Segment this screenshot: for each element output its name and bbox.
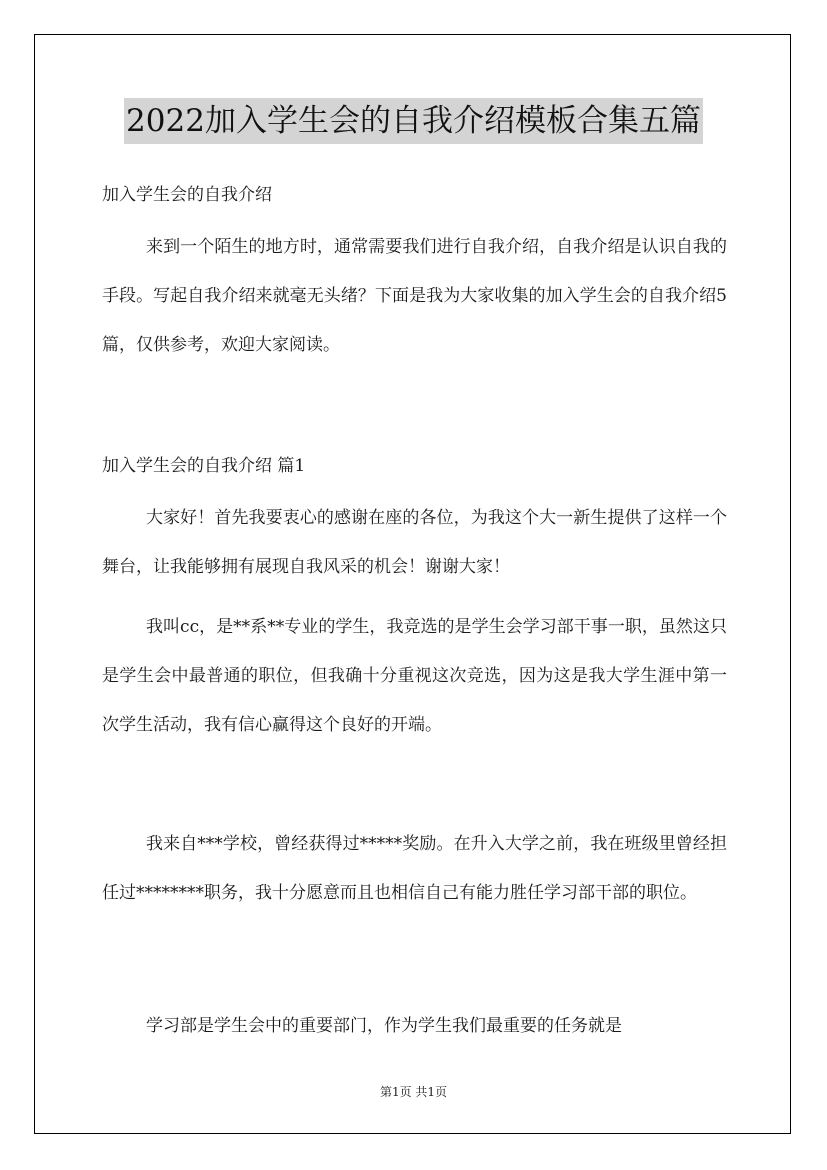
article-heading: 加入学生会的自我介绍 篇1: [102, 456, 306, 476]
document-title: 2022加入学生会的自我介绍模板合集五篇: [124, 98, 703, 144]
title-container: [0, 98, 827, 144]
intro-paragraph: 来到一个陌生的地方时，通常需要我们进行自我介绍，自我介绍是认识自我的手段。写起自我介绍来就毫无头绪？下面是我为大家收集的加入学生会的自我介绍5篇，仅供参考，欢迎大家阅读。: [102, 237, 727, 355]
page-footer: 第1页 共1页: [379, 1085, 448, 1099]
section-heading: 加入学生会的自我介绍: [102, 185, 272, 205]
body-paragraph-2: 我叫cc，是**系**专业的学生，我竞选的是学生会学习部干事一职，虽然这只是学生会中最普通的职位，但我确十分重视这次竞选，因为这是我大学生涯中第一次学生活动，我有信心赢得这个良好的开端。: [102, 617, 727, 735]
body-paragraph-3: 我来自***学校，曾经获得过*****奖励。在升入大学之前，我在班级里曾经担任过********职务，我十分愿意而且也相信自己有能力胜任学习部干部的职位。: [102, 834, 727, 903]
body-paragraph-4: 学习部是学生会中的重要部门，作为学生我们最重要的任务就是: [146, 1016, 622, 1036]
body-paragraph-1: 大家好！首先我要衷心的感谢在座的各位，为我这个大一新生提供了这样一个舞台，让我能够拥有展现自我风采的机会！谢谢大家！: [102, 508, 727, 577]
